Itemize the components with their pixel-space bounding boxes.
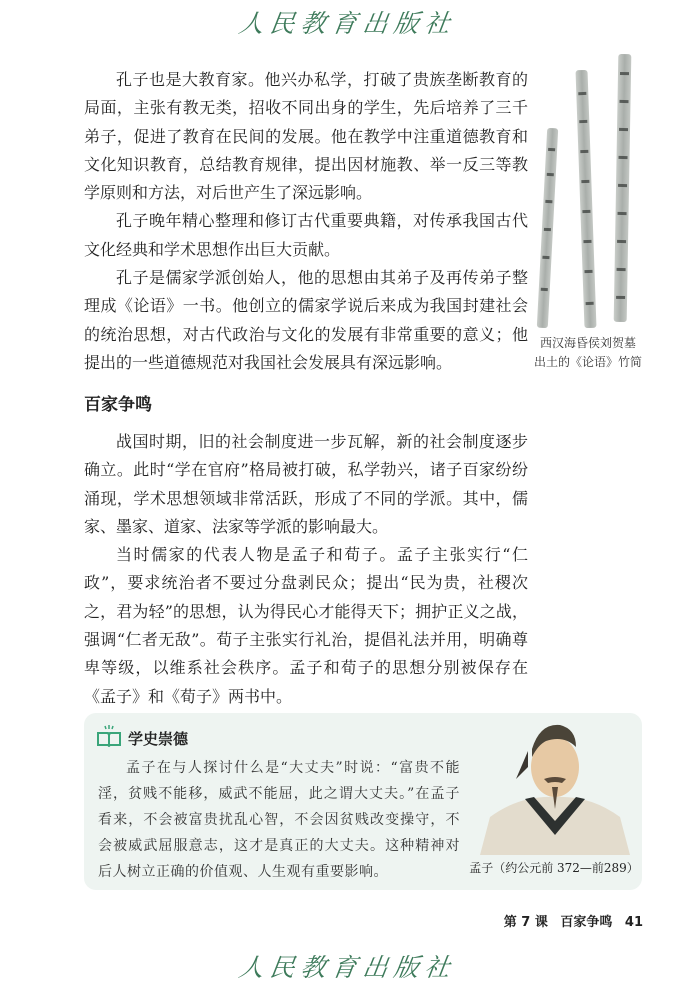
bamboo-slips-figure xyxy=(528,46,648,372)
learning-history-box xyxy=(84,713,642,890)
paragraph: 孔子是儒家学派创始人，他的思想由其弟子及再传弟子整理成《论语》一书。他创立的儒家学说后来成为我国封建社会的统治思想，对古代政治与文化的发展有非常重要的意义；他提出的一些道德规范对我国社会发展具有深远影响。 xyxy=(84,268,528,372)
mencius-portrait xyxy=(480,717,630,855)
box-body xyxy=(98,755,460,885)
publisher-logo-top: 人民教育出版社 xyxy=(236,9,458,38)
confucius-section xyxy=(84,66,528,377)
hundred-schools-section xyxy=(84,428,528,711)
caption-line: 出土的《论语》竹简 xyxy=(533,355,642,369)
paragraph: 孟子在与人探讨什么是“大丈夫”时说：“富贵不能淫，贫贱不能移，威武不能屈，此之谓大丈夫。”在孟子看来，不会被富贵扰乱心智，不会因贫贱改变操守，不会被威武屈服意志，这才是真正的大丈夫。这种精神对后人树立正确的价值观、人生观有重要影响。 xyxy=(98,760,460,880)
box-header xyxy=(96,725,188,751)
paragraph: 孔子也是大教育家。他兴办私学，打破了贵族垄断教育的局面，主张有教无类，招收不同出身的学生，先后培养了三千弟子，促进了教育在民间的发展。他在教学中注重道德教育和文化知识教育，总结教育规律，提出因材施教、举一反三等教学原则和方法，对后世产生了深远影响。 xyxy=(84,70,528,203)
caption-line: 西汉海昏侯刘贺墓 xyxy=(539,336,636,350)
lesson-title: 百家争鸣 xyxy=(560,915,613,930)
portrait-caption: 孟子（约公元前 372—前289） xyxy=(469,861,639,875)
publisher-logo-bottom: 人民教育出版社 xyxy=(236,953,458,982)
lesson-number: 第 7 课 xyxy=(503,915,548,930)
paragraph: 孔子晚年精心整理和修订古代重要典籍，对传承我国古代文化经典和学术思想作出巨大贡献。 xyxy=(84,211,528,259)
page-number: 41 xyxy=(624,915,643,930)
open-book-icon xyxy=(96,725,122,751)
box-title: 学史崇德 xyxy=(128,729,189,748)
paragraph: 战国时期，旧的社会制度进一步瓦解，新的社会制度逐步确立。此时“学在官府”格局被打破，私学勃兴，诸子百家纷纷涌现，学术思想领域非常活跃，形成了不同的学派。其中，儒家、墨家、道家、法家等学派的影响最大。 xyxy=(84,432,528,536)
figure-caption xyxy=(528,334,648,372)
bamboo-slips-image xyxy=(528,46,648,326)
section-heading: 百家争鸣 xyxy=(84,395,152,415)
paragraph: 当时儒家的代表人物是孟子和荀子。孟子主张实行“仁政”，要求统治者不要过分盘剥民众；提出“民为贵，社稷次之，君为轻”的思想，认为得民心才能得天下；拥护正义之战，强调“仁者无敌”。荀子主张实行礼治，提倡礼法并用，明确尊卑等级，以维系社会秩序。孟子和荀子的思想分别被保存在《孟子》和《荀子》两书中。 xyxy=(84,545,528,706)
page-footer xyxy=(496,911,643,930)
